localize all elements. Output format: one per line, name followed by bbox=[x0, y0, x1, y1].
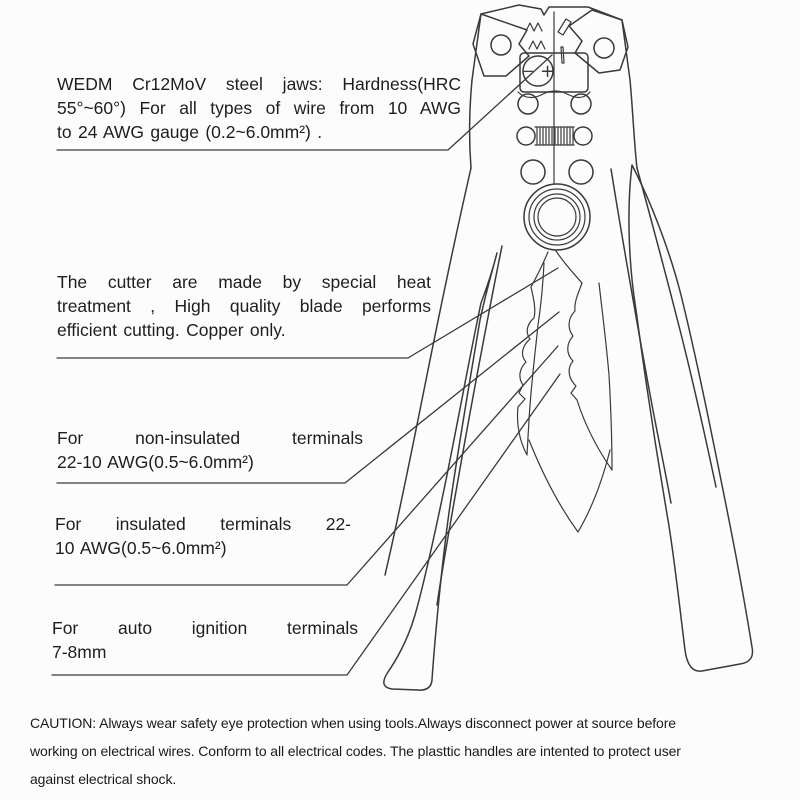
annotation-line: treatment , High quality blade performs bbox=[57, 296, 431, 316]
annotation-steel-jaws bbox=[57, 72, 461, 144]
die-taper-lines bbox=[529, 440, 610, 532]
stripper-head bbox=[470, 5, 637, 250]
annotation-line: efficient cutting. Copper only. bbox=[57, 320, 286, 340]
knurl-band bbox=[535, 127, 574, 145]
caution-line: CAUTION: Always wear safety eye protection when using tools.Always disconnect power at source before bbox=[30, 715, 676, 731]
knurl-bolt-right bbox=[574, 127, 592, 145]
jaw-right bbox=[569, 10, 628, 73]
handle-right-grip bbox=[629, 165, 753, 671]
leader-lines bbox=[52, 55, 560, 675]
head-outline bbox=[470, 5, 637, 168]
annotation-auto-ignition-terminals bbox=[52, 616, 358, 664]
annotation-line: 22-10 AWG(0.5~6.0mm²) bbox=[57, 452, 254, 472]
annotation-line: to 24 AWG gauge (0.2~6.0mm²) . bbox=[57, 122, 323, 142]
annotation-line: The cutter are made by special heat bbox=[57, 272, 431, 292]
rivet-lower-right bbox=[569, 160, 593, 184]
crimp-die-left bbox=[517, 263, 544, 455]
caution-line: against electrical shock. bbox=[30, 771, 177, 787]
knurled-adjuster bbox=[517, 127, 592, 145]
annotation-non-insulated-terminals bbox=[57, 426, 363, 474]
rivet-lower-left bbox=[521, 160, 545, 184]
caution-note bbox=[30, 709, 796, 793]
handle-right-metal bbox=[611, 168, 716, 503]
annotation-cutter bbox=[57, 270, 431, 342]
jaw-right-hole bbox=[594, 38, 614, 58]
pivot-bolt bbox=[524, 184, 590, 250]
caution-line: working on electrical wires. Conform to all electrical codes. The plasttic handles are intented to protect user bbox=[30, 743, 681, 759]
crimp-die-right bbox=[568, 283, 612, 470]
annotation-line: WEDM Cr12MoV steel jaws: Hardness(HRC bbox=[57, 74, 461, 94]
annotation-line: 55°~60°) For all types of wire from 10 AWG bbox=[57, 98, 461, 118]
handles bbox=[384, 165, 753, 690]
cutter-and-crimp-dies bbox=[517, 251, 612, 532]
jaw-left-hole bbox=[491, 35, 511, 55]
knurl-bolt-left bbox=[517, 127, 535, 145]
annotation-line: For insulated terminals 22- bbox=[55, 514, 351, 534]
dial-minus-mark: − bbox=[522, 62, 535, 80]
annotation-line: 10 AWG(0.5~6.0mm²) bbox=[55, 538, 227, 558]
annotation-line: 7-8mm bbox=[52, 642, 107, 662]
annotation-line: For non-insulated terminals bbox=[57, 428, 363, 448]
wire-stop-tab bbox=[558, 19, 571, 63]
annotation-insulated-terminals bbox=[55, 512, 351, 560]
dial-plus-mark: + bbox=[540, 61, 556, 82]
annotation-line: For auto ignition terminals bbox=[52, 618, 358, 638]
stripper-serrations bbox=[526, 23, 545, 49]
